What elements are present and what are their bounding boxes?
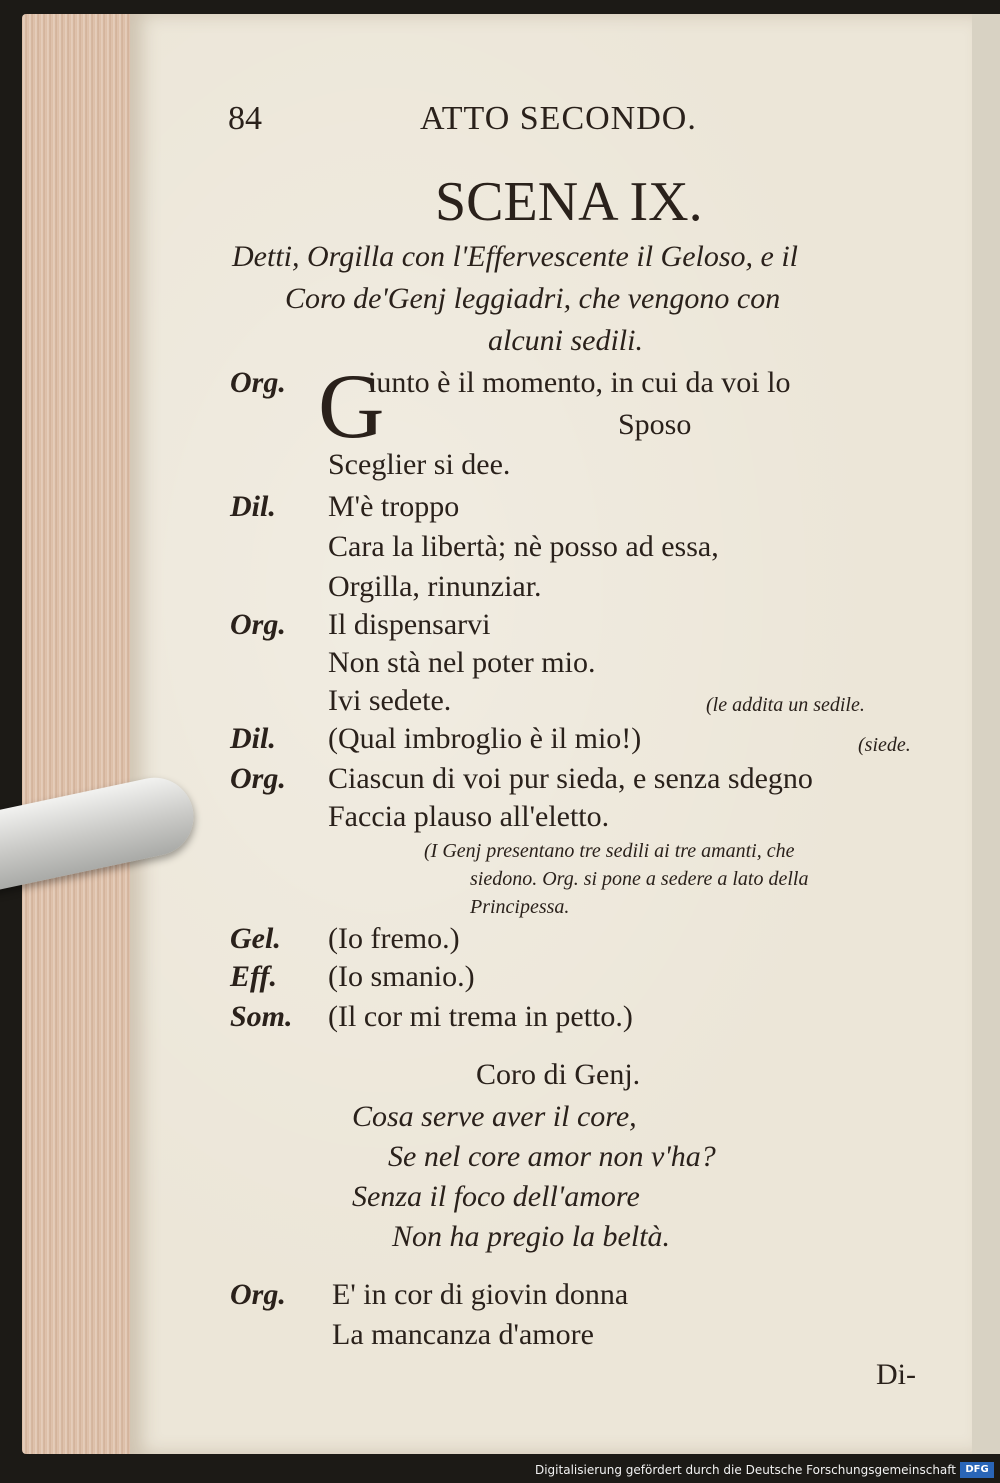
chorus-heading: Coro di Genj.	[476, 1058, 641, 1091]
catchword: Di-	[876, 1358, 916, 1391]
long-stage-note-line-2: siedono. Org. si pone a sedere a lato della	[470, 868, 809, 890]
dialogue-line: E' in cor di giovin donna	[332, 1278, 629, 1311]
speaker-label: Org.	[230, 1278, 286, 1311]
dialogue-line: Orgilla, rinunziar.	[328, 570, 542, 603]
long-stage-note-line-1: (I Genj presentano tre sedili ai tre amanti, che	[424, 840, 795, 862]
book-page-edges	[22, 14, 134, 1454]
chorus-line: Cosa serve aver il core,	[352, 1100, 637, 1133]
dialogue-line: Sceglier si dee.	[328, 448, 511, 481]
speaker-label: Org.	[230, 762, 286, 795]
speaker-label: Org.	[230, 366, 286, 399]
dialogue-line: (Qual imbroglio è il mio!)	[328, 722, 642, 755]
dialogue-line: La mancanza d'amore	[332, 1318, 594, 1351]
dialogue-line: Faccia plauso all'eletto.	[328, 800, 610, 833]
dfg-logo: DFG	[960, 1462, 994, 1478]
dialogue-line: Cara la libertà; nè posso ad essa,	[328, 530, 719, 563]
stage-note: (le addita un sedile.	[706, 694, 865, 716]
speaker-label: Org.	[230, 608, 286, 641]
dialogue-line: Ciascun di voi pur sieda, e senza sdegno	[328, 762, 813, 795]
stage-direction-line-2: Coro de'Genj leggiadri, che vengono con	[285, 282, 781, 315]
speaker-label: Gel.	[230, 922, 281, 955]
dialogue-line: M'è troppo	[328, 490, 460, 523]
chorus-line: Non ha pregio la beltà.	[392, 1220, 671, 1253]
next-page-strip	[972, 14, 1000, 1454]
dialogue-line: Sposo	[618, 408, 692, 441]
stage-direction-line-1: Detti, Orgilla con l'Effervescente il Geloso, e il	[232, 240, 799, 273]
chorus-line: Senza il foco dell'amore	[352, 1180, 640, 1213]
dialogue-line: (Io fremo.)	[328, 922, 460, 955]
speaker-label: Som.	[230, 1000, 293, 1033]
digitization-credit: Digitalisierung gefördert durch die Deutsche Forschungsgemeinschaft	[534, 1463, 956, 1477]
dialogue-line: iunto è il momento, in cui da voi lo	[368, 366, 791, 399]
running-title: ATTO SECONDO.	[420, 100, 697, 137]
speaker-label: Dil.	[230, 722, 276, 755]
speaker-label: Eff.	[230, 960, 277, 993]
dialogue-line: Il dispensarvi	[328, 608, 491, 641]
dialogue-line: Ivi sedete.	[328, 684, 452, 717]
scene-title: SCENA IX.	[435, 171, 703, 233]
speaker-label: Dil.	[230, 490, 276, 523]
page-number: 84	[228, 100, 262, 137]
stage-note: (siede.	[858, 734, 911, 756]
dialogue-line: (Io smanio.)	[328, 960, 475, 993]
chorus-line: Se nel core amor non v'ha?	[388, 1140, 716, 1173]
stage-direction-line-3: alcuni sedili.	[488, 324, 643, 357]
dialogue-line: Non stà nel poter mio.	[328, 646, 596, 679]
dialogue-line: (Il cor mi trema in petto.)	[328, 1000, 633, 1033]
long-stage-note-line-3: Principessa.	[470, 896, 570, 918]
drop-cap: G	[318, 355, 385, 457]
